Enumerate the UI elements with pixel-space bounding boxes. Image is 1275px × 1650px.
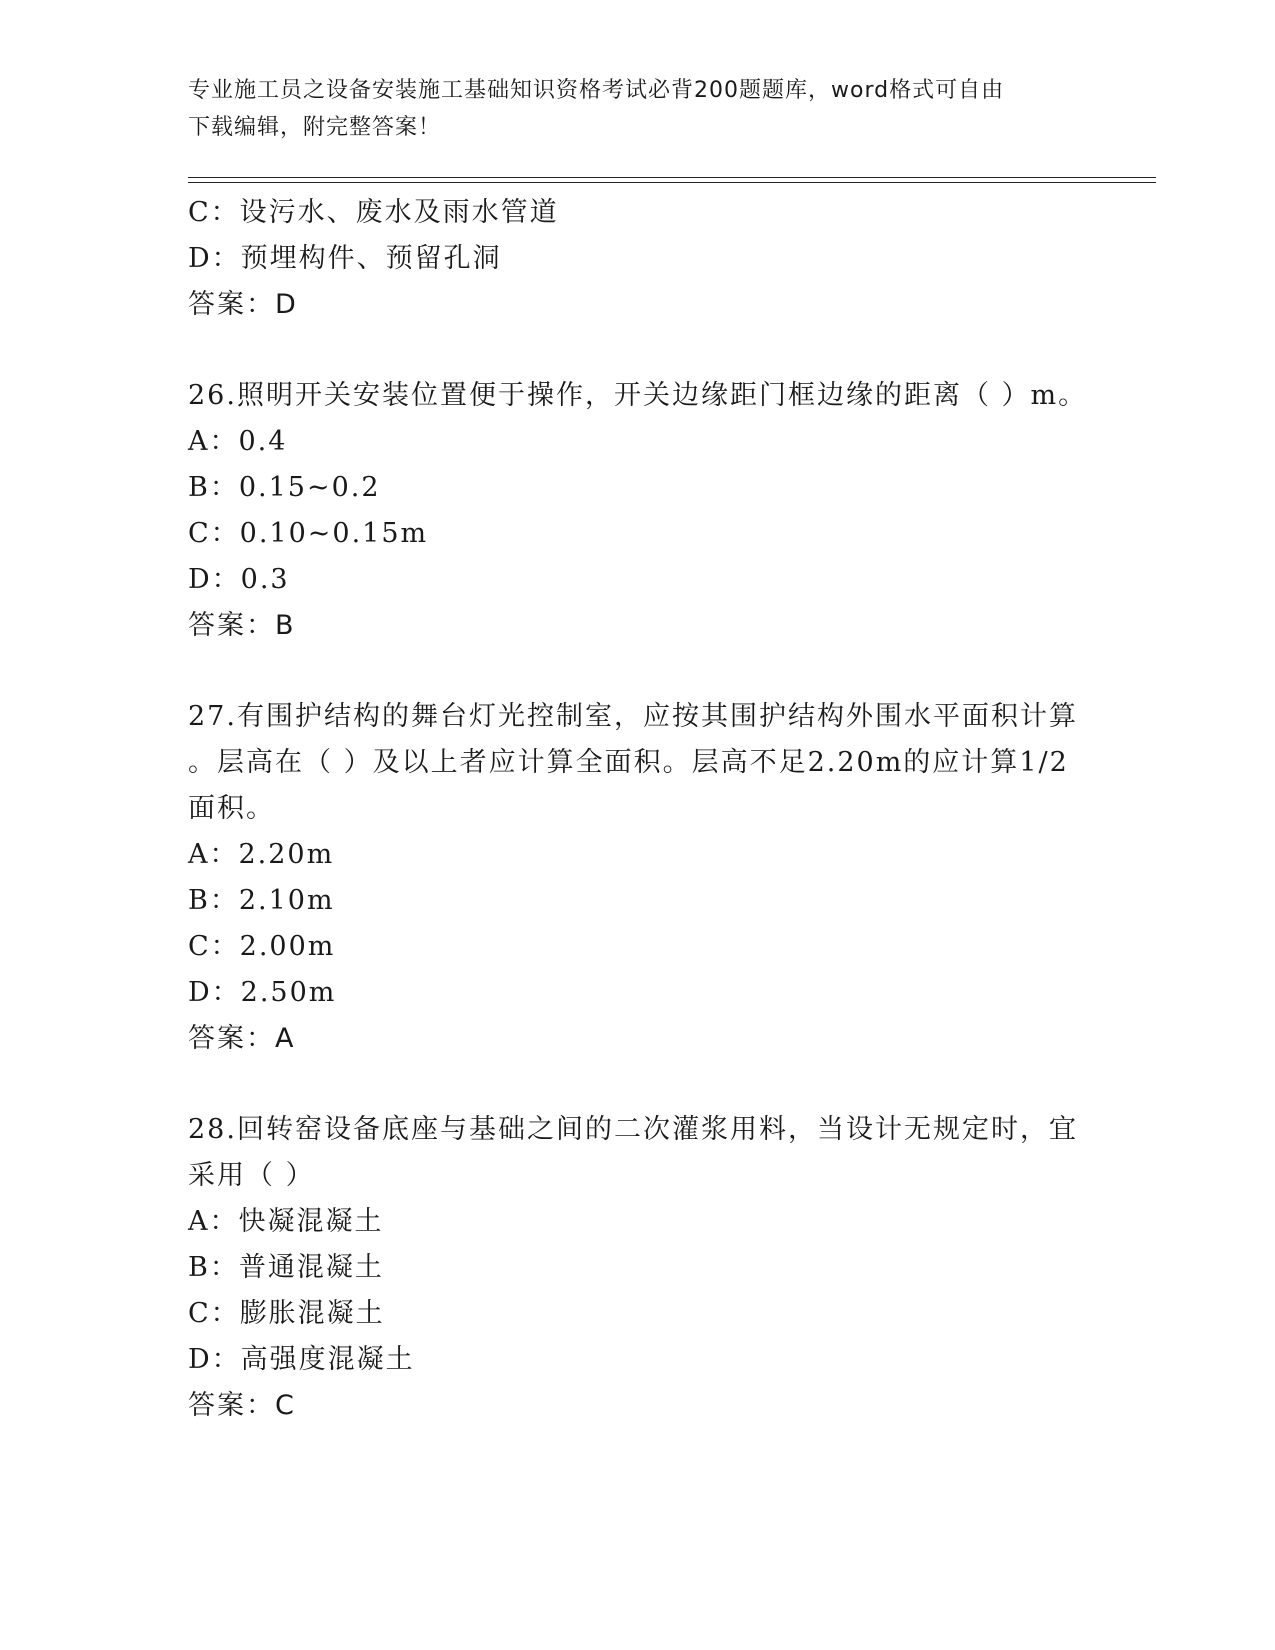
option-a: A：快凝混凝土 <box>188 1206 384 1237</box>
header-divider-top <box>188 177 1156 178</box>
question-stem-line-1: 28.回转窑设备底座与基础之间的二次灌浆用料，当设计无规定时，宜 <box>188 1114 1078 1145</box>
option-c: C：0.10~0.15m <box>188 518 429 549</box>
option-c: C：2.00m <box>188 931 336 962</box>
header-line-1: 专业施工员之设备安装施工基础知识资格考试必背200题题库，word格式可自由 <box>188 78 1005 103</box>
question-27 <box>188 694 1088 1062</box>
option-c: C：设污水、废水及雨水管道 <box>188 197 559 228</box>
question-stem-line-3: 面积。 <box>188 793 275 824</box>
question-26 <box>188 373 1088 649</box>
prev-question-block <box>188 190 1088 328</box>
option-b: B：普通混凝土 <box>188 1252 384 1283</box>
option-d: D：预埋构件、预留孔洞 <box>188 243 502 274</box>
spacer <box>188 1062 1088 1107</box>
document-header <box>188 72 1088 146</box>
spacer <box>188 328 1088 373</box>
option-d: D：0.3 <box>188 564 290 595</box>
spacer <box>188 649 1088 694</box>
question-stem-line-2: 采用（ ） <box>188 1160 315 1191</box>
answer-line: 答案：A <box>188 1023 296 1054</box>
answer-line: 答案：B <box>188 610 296 641</box>
question-list <box>188 190 1088 1429</box>
option-b: B：2.10m <box>188 885 335 916</box>
option-c: C：膨胀混凝土 <box>188 1298 385 1329</box>
option-a: A：0.4 <box>188 426 288 457</box>
answer-line: 答案：C <box>188 1390 296 1421</box>
question-28 <box>188 1107 1088 1429</box>
question-stem: 26.照明开关安装位置便于操作，开关边缘距门框边缘的距离（ ）m。 <box>188 380 1088 411</box>
header-divider-bottom <box>188 182 1156 183</box>
option-d: D：2.50m <box>188 977 337 1008</box>
question-stem-line-1: 27.有围护结构的舞台灯光控制室，应按其围护结构外围水平面积计算 <box>188 701 1078 732</box>
option-a: A：2.20m <box>188 839 335 870</box>
option-b: B：0.15~0.2 <box>188 472 381 503</box>
header-line-2: 下载编辑，附完整答案！ <box>188 115 442 140</box>
option-d: D：高强度混凝土 <box>188 1344 415 1375</box>
question-stem-line-2: 。层高在（ ）及以上者应计算全面积。层高不足2.20m的应计算1/2 <box>188 747 1069 778</box>
answer-line: 答案：D <box>188 289 298 320</box>
